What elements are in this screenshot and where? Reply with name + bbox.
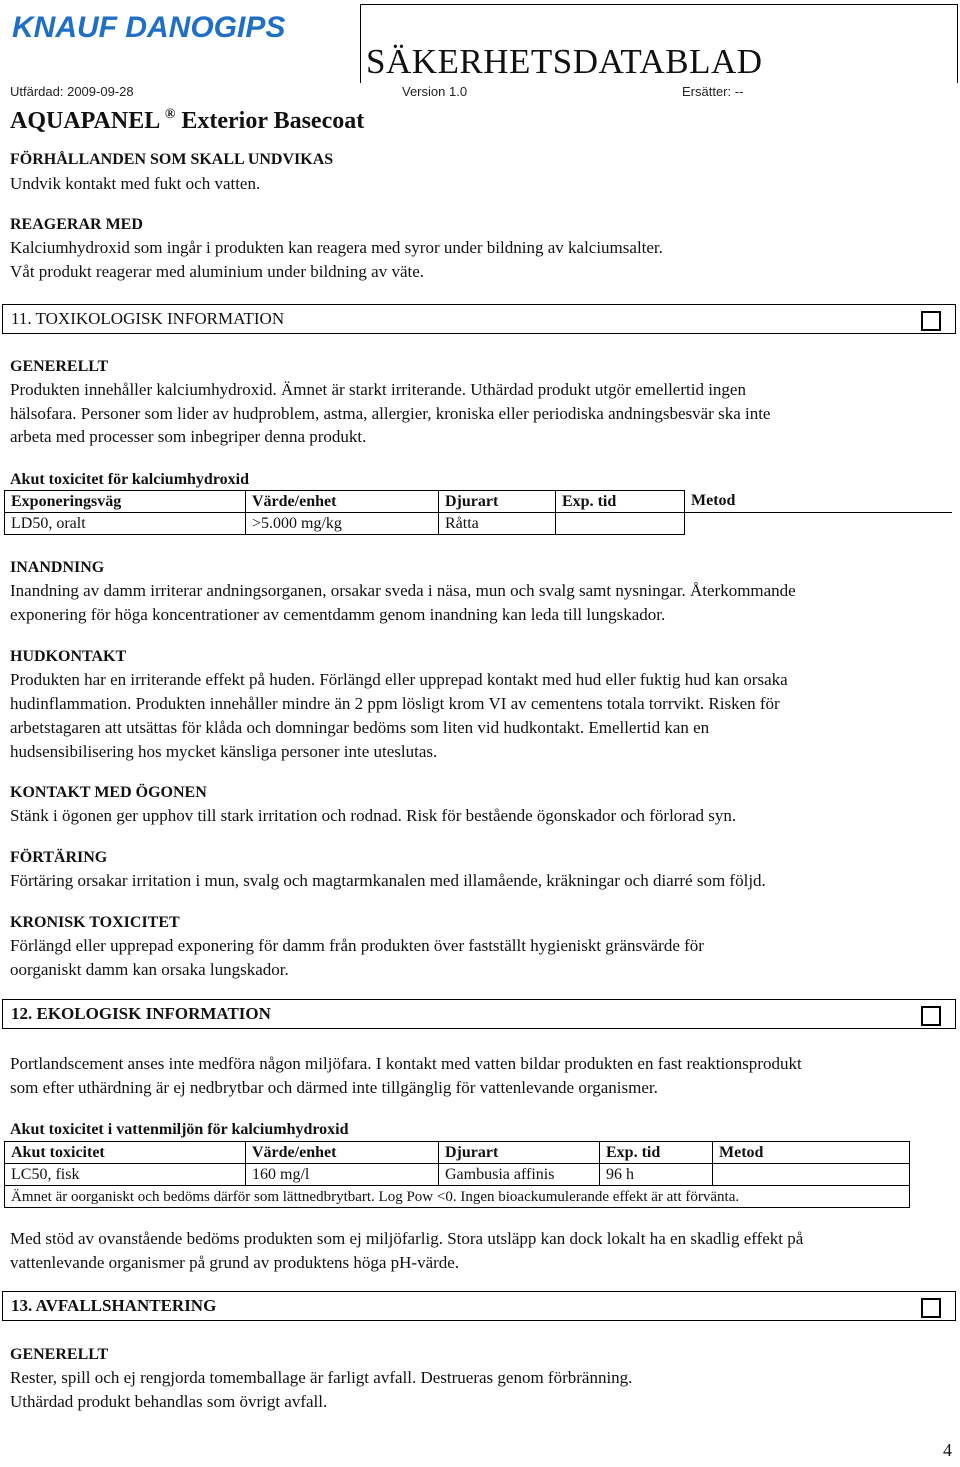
table-header-cell: Metod <box>685 491 953 513</box>
inhalation-heading: INANDNING <box>10 559 105 576</box>
table-header-cell: Värde/enhet <box>246 491 439 513</box>
table-cell: LD50, oralt <box>5 513 246 535</box>
general-line-3: arbeta med processer som inbegriper denna produkt. <box>10 427 367 446</box>
chronic-heading: KRONISK TOXICITET <box>10 914 180 931</box>
knauf-danogips-logo <box>10 4 286 48</box>
section-13-bar <box>2 1291 956 1321</box>
page-number: 4 <box>943 1440 952 1460</box>
table-cell <box>556 513 685 535</box>
eco-outro-line-2: vattenlevande organismer på grund av produktens höga pH-värde. <box>10 1253 460 1272</box>
table-cell: Råtta <box>439 513 556 535</box>
tox-table-title: Akut toxicitet för kalciumhydroxid <box>10 471 249 488</box>
table-row <box>5 1164 910 1186</box>
product-brand: AQUAPANEL <box>10 108 159 134</box>
general-line-1: Produkten innehåller kalciumhydroxid. Ämnet är starkt irriterande. Uthärdad produkt utgör emellertid ingen <box>10 380 746 399</box>
chronic-line-2: oorganiskt damm kan orsaka lungskador. <box>10 960 289 979</box>
section-11-title: 11. TOXIKOLOGISK INFORMATION <box>11 309 285 328</box>
inhalation-line-1: Inandning av damm irriterar andningsorganen, orsakar sveda i näsa, mun och svalg samt nysningar. Återkommande <box>10 581 796 600</box>
waste-line-1: Rester, spill och ej rengjorda tomemballage är farligt avfall. Destrueras genom förbränning. <box>10 1368 633 1387</box>
table-note: Ämnet är oorganiskt och bedöms därför som lättnedbrytbart. Log Pow <0. Ingen bioackumulerande effekt är att förvänta. <box>5 1186 910 1208</box>
skin-line-2: hudinflammation. Produkten innehåller mindre än 2 ppm lösligt krom VI av cementens totala torrvikt. Risken för <box>10 694 780 713</box>
version: Version 1.0 <box>402 84 468 99</box>
skin-line-3: arbetstagaren att utsättas för klåda och domningar bedöms som liten vid hudkontakt. Emellertid kan en <box>10 718 710 737</box>
table-row <box>5 513 953 535</box>
table-cell <box>685 513 953 535</box>
table-header-cell: Exponeringsväg <box>5 491 246 513</box>
logo-wordmark: KNAUF DANOGIPS <box>12 11 286 44</box>
inhalation-line-2: exponering för höga koncentrationer av cementdamm genom inandning kan leda till lungskador. <box>10 605 666 624</box>
section-12-title: 12. EKOLOGISK INFORMATION <box>11 1004 271 1023</box>
eco-table-title: Akut toxicitet i vattenmiljön för kalciumhydroxid <box>10 1121 349 1138</box>
table-cell: Gambusia affinis <box>439 1164 600 1186</box>
ingestion-heading: FÖRTÄRING <box>10 849 108 866</box>
issued-date: Utfärdad: 2009-09-28 <box>10 84 134 99</box>
chronic-line-1: Förlängd eller upprepad exponering för damm från produkten över fastställt hygieniskt gränsvärde för <box>10 936 704 955</box>
table-cell: LC50, fisk <box>5 1164 246 1186</box>
table-cell: >5.000 mg/kg <box>246 513 439 535</box>
checkbox-icon <box>921 1006 941 1026</box>
table-header-cell: Djurart <box>439 491 556 513</box>
table-header-cell: Exp. tid <box>600 1142 713 1164</box>
table-header-row <box>5 1142 910 1164</box>
skin-line-1: Produkten har en irriterande effekt på huden. Förlängd eller upprepad kontakt med hud eller fuktig hud kan orsaka <box>10 670 788 689</box>
table-header-row <box>5 491 953 513</box>
eco-table <box>4 1141 910 1208</box>
replaces: Ersätter: -- <box>682 84 744 99</box>
section-11-bar <box>2 304 956 334</box>
section-12-bar <box>2 999 956 1029</box>
registered-mark: ® <box>164 107 176 122</box>
product-suffix: Exterior Basecoat <box>181 108 365 134</box>
skin-line-4: hudsensibilisering hos mycket känsliga personer inte uteslutas. <box>10 742 438 761</box>
avoid-heading: FÖRHÅLLANDEN SOM SKALL UNDVIKAS <box>10 151 334 168</box>
react-line-1: Kalciumhydroxid som ingår i produkten kan reagera med syror under bildning av kalciumsalter. <box>10 238 663 257</box>
table-header-cell: Metod <box>713 1142 910 1164</box>
table-header-cell: Värde/enhet <box>246 1142 439 1164</box>
skin-heading: HUDKONTAKT <box>10 648 127 665</box>
table-header-cell: Exp. tid <box>556 491 685 513</box>
eco-intro-line-2: som efter uthärdning är ej nedbrytbar och därmed inte tillgänglig för vattenlevande organismer. <box>10 1078 658 1097</box>
eco-outro-line-1: Med stöd av ovanstående bedöms produkten som ej miljöfarlig. Stora utsläpp kan dock lokalt ha en skadlig effekt på <box>10 1229 804 1248</box>
table-header-cell: Akut toxicitet <box>5 1142 246 1164</box>
product-name <box>10 100 364 136</box>
table-header-cell: Djurart <box>439 1142 600 1164</box>
waste-general-heading: GENERELLT <box>10 1346 109 1363</box>
checkbox-icon <box>921 1298 941 1318</box>
table-cell: 96 h <box>600 1164 713 1186</box>
tox-table <box>4 490 952 535</box>
section-13-title: 13. AVFALLSHANTERING <box>11 1296 217 1315</box>
table-cell: 160 mg/l <box>246 1164 439 1186</box>
eye-text: Stänk i ögonen ger upphov till stark irritation och rodnad. Risk för bestående ögonskador och förlorad syn. <box>10 806 737 825</box>
logo-graphic <box>10 4 286 48</box>
document-title: SÄKERHETSDATABLAD <box>366 42 763 81</box>
general-heading: GENERELLT <box>10 358 109 375</box>
general-line-2: hälsofara. Personer som lider av hudproblem, astma, allergier, kroniska eller periodiska andningsbesvär ska inte <box>10 404 771 423</box>
table-cell <box>713 1164 910 1186</box>
table-note-row <box>5 1186 910 1208</box>
eco-intro-line-1: Portlandscement anses inte medföra någon miljöfara. I kontakt med vatten bildar produkten en fast reaktionsprodukt <box>10 1054 802 1073</box>
react-line-2: Våt produkt reagerar med aluminium under bildning av väte. <box>10 262 425 281</box>
ingestion-text: Förtäring orsakar irritation i mun, svalg och magtarmkanalen med illamående, kräkningar och diarré som följd. <box>10 871 766 890</box>
avoid-text: Undvik kontakt med fukt och vatten. <box>10 174 261 193</box>
waste-line-2: Uthärdad produkt behandlas som övrigt avfall. <box>10 1392 328 1411</box>
checkbox-icon <box>921 311 941 331</box>
eye-heading: KONTAKT MED ÖGONEN <box>10 784 207 801</box>
react-heading: REAGERAR MED <box>10 216 143 233</box>
